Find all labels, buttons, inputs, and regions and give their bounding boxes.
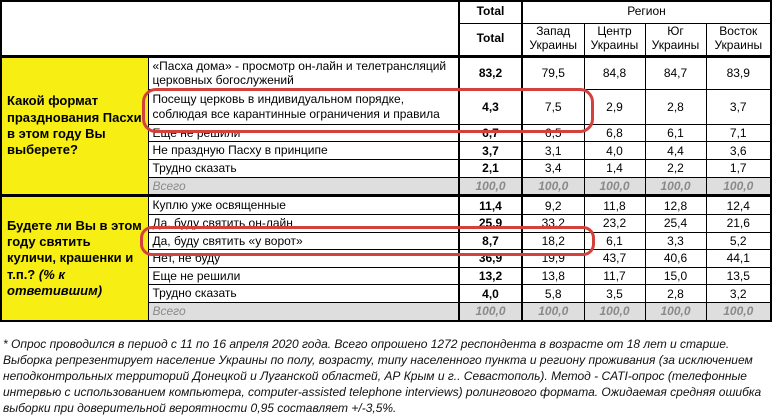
answer-row <box>1 56 771 89</box>
value-east: 13,5 <box>706 267 771 285</box>
answer-label: Трудно сказать <box>148 160 459 178</box>
value-total: 3,7 <box>459 142 522 160</box>
corner-empty-cell <box>1 1 459 56</box>
value-west: 33,2 <box>522 214 584 232</box>
answer-label: Не праздную Пасху в принципе <box>148 142 459 160</box>
value-south: 4,4 <box>645 142 706 160</box>
question-text: Будете ли Вы в этом году святить куличи, крашенки и т.п.? <box>7 217 142 282</box>
answer-label: Посещу церковь в индивидуальном порядке, соблюдая все карантинные ограничения и правила <box>148 89 459 124</box>
value-south: 25,4 <box>645 214 706 232</box>
column-header-center: Центр Украины <box>584 23 645 56</box>
value-center: 84,8 <box>584 56 645 89</box>
column-header-south: Юг Украины <box>645 23 706 56</box>
value-south: 2,8 <box>645 285 706 303</box>
value-east: 83,9 <box>706 56 771 89</box>
value-west: 18,2 <box>522 232 584 250</box>
column-header-west: Запад Украины <box>522 23 584 56</box>
total-row-label: Всего <box>148 177 459 196</box>
column-header-east: Восток Украины <box>706 23 771 56</box>
value-east: 1,7 <box>706 160 771 178</box>
value-center: 3,5 <box>584 285 645 303</box>
total-column-subheader: Total <box>459 23 522 56</box>
value-south: 15,0 <box>645 267 706 285</box>
value-west: 7,5 <box>522 89 584 124</box>
value-total: 4,3 <box>459 89 522 124</box>
value-east: 44,1 <box>706 250 771 268</box>
value-total: 83,2 <box>459 56 522 89</box>
question-cell-1 <box>1 56 148 196</box>
value-south: 40,6 <box>645 250 706 268</box>
value-east: 3,7 <box>706 89 771 124</box>
value-center: 6,1 <box>584 232 645 250</box>
answer-label: Да, буду святить «у ворот» <box>148 232 459 250</box>
question-cell-2 <box>1 196 148 321</box>
value-east: 3,6 <box>706 142 771 160</box>
value-west: 13,8 <box>522 267 584 285</box>
answer-label: Еще не решили <box>148 267 459 285</box>
value-west: 5,8 <box>522 285 584 303</box>
value-center: 11,7 <box>584 267 645 285</box>
answer-label: Нет, не буду <box>148 250 459 268</box>
value-total: 13,2 <box>459 267 522 285</box>
total-row-label: Всего <box>148 303 459 321</box>
total-column-header: Total <box>459 1 522 23</box>
value-east: 7,1 <box>706 124 771 142</box>
header-row-1 <box>1 1 771 23</box>
value-center: 2,9 <box>584 89 645 124</box>
value-total: 2,1 <box>459 160 522 178</box>
value-south: 2,2 <box>645 160 706 178</box>
value-east: 12,4 <box>706 196 771 215</box>
value-west: 79,5 <box>522 56 584 89</box>
question-note: (% к ответившим) <box>7 266 103 298</box>
value-center: 4,0 <box>584 142 645 160</box>
answer-row <box>1 196 771 215</box>
value-west: 100,0 <box>522 177 584 196</box>
value-east: 21,6 <box>706 214 771 232</box>
answer-label: «Пасха дома» - просмотр он-лайн и телетрансляций церковных богослужений <box>148 56 459 89</box>
value-center: 1,4 <box>584 160 645 178</box>
value-total: 11,4 <box>459 196 522 215</box>
value-total: 25,9 <box>459 214 522 232</box>
answer-label: Куплю уже освященные <box>148 196 459 215</box>
value-east: 5,2 <box>706 232 771 250</box>
value-west: 19,9 <box>522 250 584 268</box>
value-south: 3,3 <box>645 232 706 250</box>
value-total: 100,0 <box>459 177 522 196</box>
value-total: 4,0 <box>459 285 522 303</box>
value-center: 23,2 <box>584 214 645 232</box>
value-south: 100,0 <box>645 177 706 196</box>
value-south: 12,8 <box>645 196 706 215</box>
value-center: 43,7 <box>584 250 645 268</box>
value-total: 100,0 <box>459 303 522 321</box>
value-east: 100,0 <box>706 177 771 196</box>
value-east: 3,2 <box>706 285 771 303</box>
value-center: 100,0 <box>584 303 645 321</box>
value-south: 6,1 <box>645 124 706 142</box>
value-west: 3,4 <box>522 160 584 178</box>
value-total: 36,9 <box>459 250 522 268</box>
value-south: 2,8 <box>645 89 706 124</box>
answer-label: Трудно сказать <box>148 285 459 303</box>
question-text: Какой формат празднования Пасхи в этом году Вы выберете? <box>7 93 142 158</box>
value-west: 100,0 <box>522 303 584 321</box>
value-center: 100,0 <box>584 177 645 196</box>
answer-label: Еще не решили <box>148 124 459 142</box>
value-center: 6,8 <box>584 124 645 142</box>
region-group-header: Регион <box>522 1 771 23</box>
footnote: * Опрос проводился в период с 11 по 16 апреля 2020 года. Всего опрошено 1272 респондента в возрасте от 18 лет и старше. Выборка репрезентирует население Украины по полу, возрасту, типу населенного пункта и региону проживания (за исключением неподконтрольных территорий Донецкой и Луганской областей, АР Крым и г.. Севастополь). Метод - CATI-опрос (телефонные интервью с использованием компьютера, computer-assisted telephone interviews) ролингового формата. Ожидаемая средняя ошибка выборки при доверительной вероятности 0,95 составляет +/-3,5%. <box>3 337 762 415</box>
value-south: 84,7 <box>645 56 706 89</box>
value-west: 6,5 <box>522 124 584 142</box>
value-center: 11,8 <box>584 196 645 215</box>
value-south: 100,0 <box>645 303 706 321</box>
answer-label: Да, буду святить он-лайн <box>148 214 459 232</box>
value-total: 6,7 <box>459 124 522 142</box>
value-west: 9,2 <box>522 196 584 215</box>
value-total: 8,7 <box>459 232 522 250</box>
value-east: 100,0 <box>706 303 771 321</box>
value-west: 3,1 <box>522 142 584 160</box>
